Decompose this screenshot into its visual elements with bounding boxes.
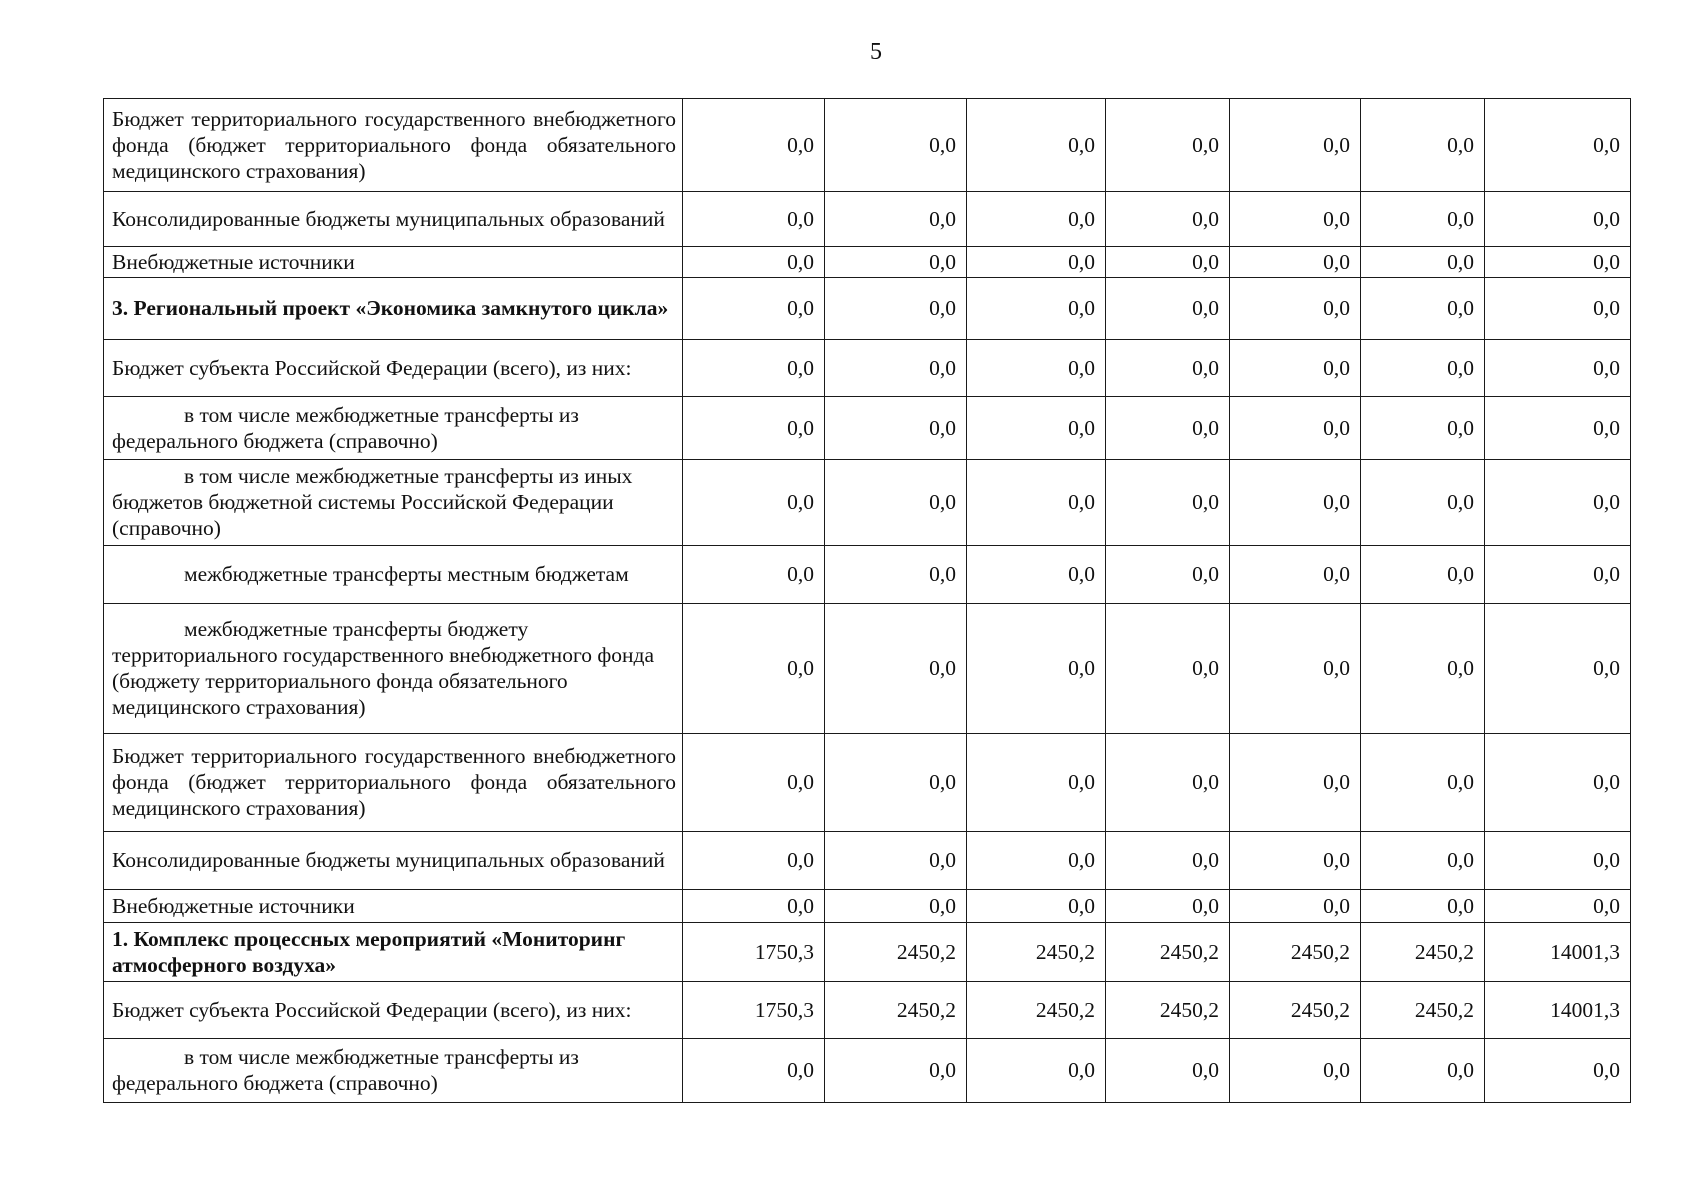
table-row (104, 397, 1631, 460)
value-cell-col-3: 0,0 (967, 890, 1106, 923)
table-row (104, 890, 1631, 923)
table-row (104, 460, 1631, 546)
value-cell-col-6: 0,0 (1361, 397, 1485, 460)
row-label: Внебюджетные источники (112, 249, 355, 274)
row-label-cell (104, 982, 683, 1039)
value-cell-col-1: 0,0 (683, 832, 825, 890)
value-cell-col-2: 0,0 (825, 734, 967, 832)
value-cell-col-7: 0,0 (1485, 832, 1631, 890)
row-label-cell (104, 546, 683, 604)
table-row (104, 982, 1631, 1039)
value-cell-col-3: 0,0 (967, 832, 1106, 890)
row-label-cell (104, 397, 683, 460)
row-label-cell (104, 1039, 683, 1103)
value-cell-col-6: 0,0 (1361, 890, 1485, 923)
value-cell-col-7: 14001,3 (1485, 982, 1631, 1039)
value-cell-col-2: 0,0 (825, 460, 967, 546)
value-cell-col-2: 0,0 (825, 278, 967, 340)
value-cell-col-2: 0,0 (825, 99, 967, 192)
value-cell-col-4: 0,0 (1106, 247, 1230, 278)
value-cell-col-7: 0,0 (1485, 890, 1631, 923)
value-cell-col-4: 0,0 (1106, 890, 1230, 923)
value-cell-col-2: 0,0 (825, 832, 967, 890)
value-cell-col-3: 0,0 (967, 546, 1106, 604)
value-cell-col-1: 0,0 (683, 460, 825, 546)
value-cell-col-1: 0,0 (683, 604, 825, 734)
value-cell-col-6: 0,0 (1361, 99, 1485, 192)
value-cell-col-6: 0,0 (1361, 604, 1485, 734)
value-cell-col-4: 0,0 (1106, 278, 1230, 340)
value-cell-col-5: 0,0 (1230, 890, 1361, 923)
value-cell-col-1: 0,0 (683, 1039, 825, 1103)
row-label-cell (104, 340, 683, 397)
value-cell-col-7: 0,0 (1485, 340, 1631, 397)
table-row (104, 604, 1631, 734)
value-cell-col-2: 0,0 (825, 604, 967, 734)
value-cell-col-2: 0,0 (825, 247, 967, 278)
row-label: Бюджет территориального государственного внебюджетного фонда (бюджет территориального фонда обязательного медицинского страхования) (112, 744, 676, 820)
value-cell-col-5: 0,0 (1230, 832, 1361, 890)
value-cell-col-7: 0,0 (1485, 192, 1631, 247)
value-cell-col-6: 0,0 (1361, 546, 1485, 604)
value-cell-col-1: 0,0 (683, 278, 825, 340)
row-label: 1. Комплекс процессных мероприятий «Мониторинг атмосферного воздуха» (112, 926, 626, 977)
value-cell-col-5: 0,0 (1230, 604, 1361, 734)
budget-table (103, 98, 1631, 1103)
value-cell-col-1: 0,0 (683, 546, 825, 604)
value-cell-col-5: 0,0 (1230, 99, 1361, 192)
value-cell-col-3: 0,0 (967, 604, 1106, 734)
table-row (104, 340, 1631, 397)
value-cell-col-3: 0,0 (967, 460, 1106, 546)
value-cell-col-4: 0,0 (1106, 546, 1230, 604)
value-cell-col-7: 0,0 (1485, 99, 1631, 192)
row-label: Бюджет субъекта Российской Федерации (всего), из них: (112, 355, 632, 380)
value-cell-col-4: 0,0 (1106, 340, 1230, 397)
value-cell-col-3: 2450,2 (967, 982, 1106, 1039)
value-cell-col-4: 0,0 (1106, 734, 1230, 832)
value-cell-col-6: 0,0 (1361, 734, 1485, 832)
value-cell-col-4: 0,0 (1106, 192, 1230, 247)
value-cell-col-1: 0,0 (683, 890, 825, 923)
row-label: межбюджетные трансферты местным бюджетам (184, 562, 629, 586)
value-cell-col-4: 2450,2 (1106, 982, 1230, 1039)
row-label-cell (104, 278, 683, 340)
value-cell-col-3: 0,0 (967, 397, 1106, 460)
row-label: в том числе межбюджетные трансферты из федерального бюджета (справочно) (112, 402, 579, 453)
value-cell-col-1: 0,0 (683, 340, 825, 397)
table-row (104, 278, 1631, 340)
value-cell-col-6: 0,0 (1361, 192, 1485, 247)
value-cell-col-7: 0,0 (1485, 460, 1631, 546)
table-row (104, 832, 1631, 890)
value-cell-col-7: 0,0 (1485, 546, 1631, 604)
value-cell-col-4: 2450,2 (1106, 923, 1230, 982)
value-cell-col-4: 0,0 (1106, 832, 1230, 890)
value-cell-col-7: 0,0 (1485, 1039, 1631, 1103)
value-cell-col-5: 0,0 (1230, 397, 1361, 460)
value-cell-col-6: 0,0 (1361, 460, 1485, 546)
row-label-cell (104, 832, 683, 890)
value-cell-col-4: 0,0 (1106, 604, 1230, 734)
table-row (104, 192, 1631, 247)
value-cell-col-2: 0,0 (825, 546, 967, 604)
row-label-cell (104, 604, 683, 734)
value-cell-col-7: 14001,3 (1485, 923, 1631, 982)
table-row (104, 734, 1631, 832)
value-cell-col-4: 0,0 (1106, 1039, 1230, 1103)
row-label-cell (104, 99, 683, 192)
value-cell-col-5: 0,0 (1230, 247, 1361, 278)
value-cell-col-2: 0,0 (825, 397, 967, 460)
row-label-cell (104, 460, 683, 546)
value-cell-col-3: 0,0 (967, 340, 1106, 397)
value-cell-col-3: 0,0 (967, 247, 1106, 278)
row-label: в том числе межбюджетные трансферты из иных бюджетов бюджетной системы Российской Федерации (справочно) (112, 464, 633, 540)
row-label: Консолидированные бюджеты муниципальных образований (112, 206, 665, 231)
row-label: Бюджет субъекта Российской Федерации (всего), из них: (112, 997, 632, 1022)
value-cell-col-6: 0,0 (1361, 278, 1485, 340)
value-cell-col-3: 2450,2 (967, 923, 1106, 982)
row-label-cell (104, 890, 683, 923)
value-cell-col-5: 0,0 (1230, 1039, 1361, 1103)
value-cell-col-2: 0,0 (825, 890, 967, 923)
value-cell-col-6: 0,0 (1361, 340, 1485, 397)
table-row (104, 99, 1631, 192)
page-number: 5 (870, 39, 882, 65)
row-label-cell (104, 247, 683, 278)
row-label: Бюджет территориального государственного внебюджетного фонда (бюджет территориального фонда обязательного медицинского страхования) (112, 106, 676, 183)
value-cell-col-5: 0,0 (1230, 460, 1361, 546)
row-label-cell (104, 192, 683, 247)
row-label: 3. Региональный проект «Экономика замкнутого цикла» (112, 296, 669, 320)
value-cell-col-5: 0,0 (1230, 734, 1361, 832)
value-cell-col-7: 0,0 (1485, 397, 1631, 460)
table-row (104, 247, 1631, 278)
value-cell-col-3: 0,0 (967, 192, 1106, 247)
value-cell-col-1: 1750,3 (683, 982, 825, 1039)
value-cell-col-6: 0,0 (1361, 1039, 1485, 1103)
value-cell-col-4: 0,0 (1106, 460, 1230, 546)
value-cell-col-3: 0,0 (967, 278, 1106, 340)
value-cell-col-1: 1750,3 (683, 923, 825, 982)
row-label: в том числе межбюджетные трансферты из федерального бюджета (справочно) (112, 1045, 579, 1095)
value-cell-col-6: 2450,2 (1361, 982, 1485, 1039)
table-row (104, 923, 1631, 982)
value-cell-col-3: 0,0 (967, 99, 1106, 192)
row-label: Консолидированные бюджеты муниципальных образований (112, 848, 665, 872)
value-cell-col-7: 0,0 (1485, 247, 1631, 278)
value-cell-col-1: 0,0 (683, 247, 825, 278)
value-cell-col-5: 2450,2 (1230, 923, 1361, 982)
value-cell-col-5: 2450,2 (1230, 982, 1361, 1039)
value-cell-col-7: 0,0 (1485, 604, 1631, 734)
value-cell-col-2: 2450,2 (825, 982, 967, 1039)
value-cell-col-3: 0,0 (967, 1039, 1106, 1103)
value-cell-col-1: 0,0 (683, 734, 825, 832)
value-cell-col-3: 0,0 (967, 734, 1106, 832)
value-cell-col-1: 0,0 (683, 397, 825, 460)
value-cell-col-2: 2450,2 (825, 923, 967, 982)
row-label: межбюджетные трансферты бюджету территориального государственного внебюджетного фонда (бюджету территориального фонда обязательного медицинского страхования) (112, 617, 655, 719)
value-cell-col-6: 2450,2 (1361, 923, 1485, 982)
row-label: Внебюджетные источники (112, 893, 355, 918)
value-cell-col-1: 0,0 (683, 99, 825, 192)
table-row (104, 546, 1631, 604)
value-cell-col-2: 0,0 (825, 192, 967, 247)
value-cell-col-6: 0,0 (1361, 247, 1485, 278)
value-cell-col-4: 0,0 (1106, 99, 1230, 192)
value-cell-col-5: 0,0 (1230, 340, 1361, 397)
value-cell-col-5: 0,0 (1230, 278, 1361, 340)
value-cell-col-6: 0,0 (1361, 832, 1485, 890)
value-cell-col-7: 0,0 (1485, 278, 1631, 340)
row-label-cell (104, 923, 683, 982)
value-cell-col-5: 0,0 (1230, 546, 1361, 604)
value-cell-col-5: 0,0 (1230, 192, 1361, 247)
value-cell-col-2: 0,0 (825, 1039, 967, 1103)
value-cell-col-1: 0,0 (683, 192, 825, 247)
value-cell-col-2: 0,0 (825, 340, 967, 397)
row-label-cell (104, 734, 683, 832)
table-row (104, 1039, 1631, 1103)
value-cell-col-4: 0,0 (1106, 397, 1230, 460)
value-cell-col-7: 0,0 (1485, 734, 1631, 832)
